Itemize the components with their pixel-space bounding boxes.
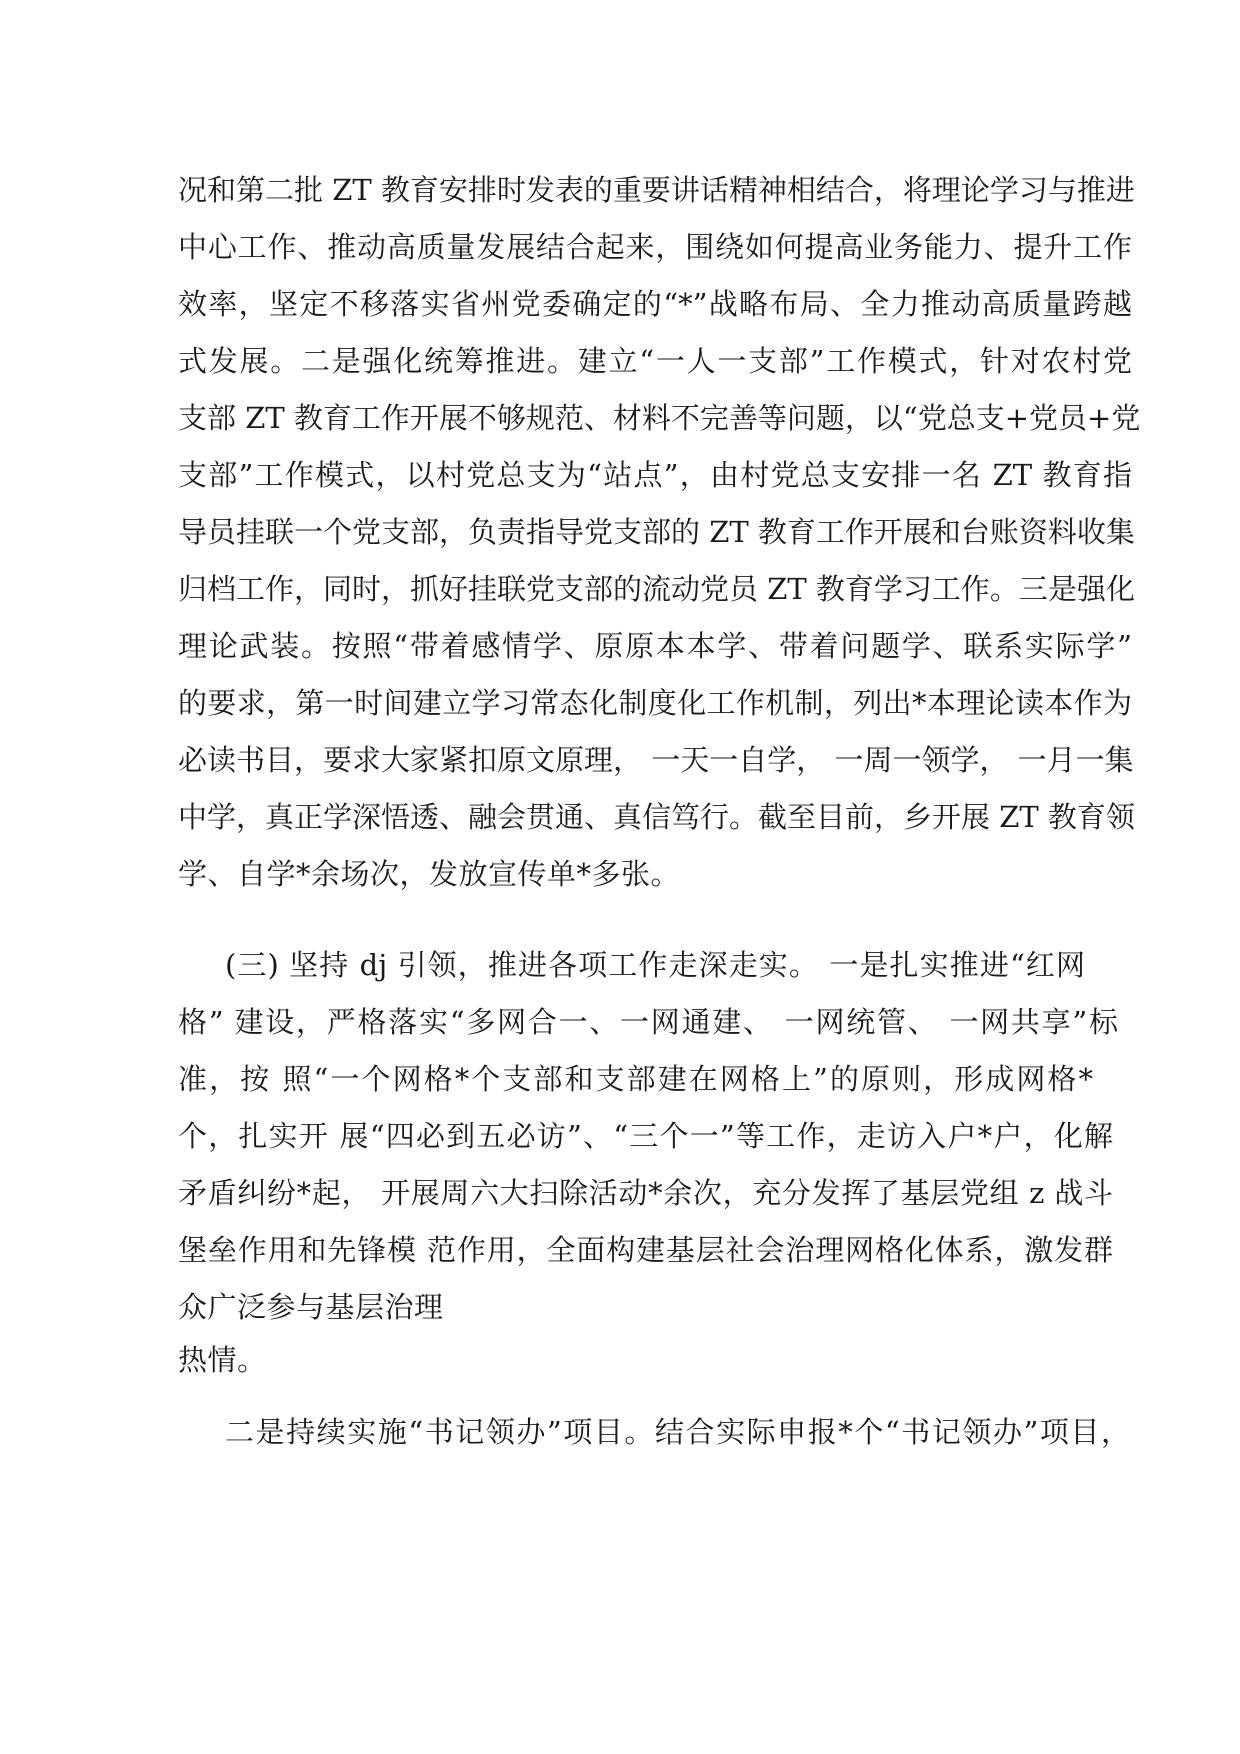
text-line-9: 理论武装。按照“带着感情学、原原本本学、带着问题学、联系实际学”	[178, 629, 1132, 663]
text-line-6: 支部”工作模式，以村党总支为“站点”，由村党总支安排一名 ZT 教育指	[178, 458, 1132, 492]
text-line-12: 中学，真正学深悟透、融会贯通、真信笃行。截至目前，乡开展 ZT 教育领	[178, 800, 1135, 834]
text-line-5: 支部 ZT 教育工作开展不够规范、材料不完善等问题，以“党总支+党员+党	[178, 401, 1141, 435]
text-line-20: 众广泛参与基层治理	[178, 1290, 444, 1324]
text-line-17: 个，扎实开 展“四必到五必访”、“三个一”等工作，走访入户*户，化解	[178, 1119, 1113, 1153]
text-line-19: 堡垒作用和先锋模 范作用，全面构建基层社会治理网格化体系，激发群	[178, 1233, 1113, 1267]
text-line-4: 式发展。二是强化统筹推进。建立“一人一支部”工作模式，针对农村党	[178, 344, 1132, 378]
text-line-16: 准，按 照“一个网格*个支部和支部建在网格上”的原则，形成网格*	[178, 1062, 1093, 1096]
text-line-22: 二是持续实施“书记领办”项目。结合实际申报*个“书记领办”项目，	[225, 1415, 1130, 1449]
section-heading-line: (三) 坚持 dj 引领，推进各项工作走深走实。 一是扎实推进“红网	[225, 948, 1085, 982]
text-line-3: 效率，坚定不移落实省州党委确定的“*”战略布局、全力推动高质量跨越	[178, 287, 1132, 321]
text-line-11: 必读书目，要求大家紧扣原文原理， 一天一自学， 一周一领学， 一月一集	[178, 743, 1134, 777]
text-line-8: 归档工作，同时，抓好挂联党支部的流动党员 ZT 教育学习工作。三是强化	[178, 572, 1135, 606]
text-line-15: 格” 建设，严格落实“多网合一、一网通建、 一网统管、 一网共享”标	[178, 1005, 1118, 1039]
text-line-7: 导员挂联一个党支部，负责指导党支部的 ZT 教育工作开展和台账资料收集	[178, 515, 1135, 549]
text-line-10: 的要求，第一时间建立学习常态化制度化工作机制，列出*本理论读本作为	[178, 686, 1132, 720]
text-line-2: 中心工作、推动高质量发展结合起来，围绕如何提高业务能力、提升工作	[178, 230, 1132, 264]
text-line-21: 热情。	[178, 1343, 267, 1377]
text-line-1: 况和第二批 ZT 教育安排时发表的重要讲话精神相结合，将理论学习与推进	[178, 173, 1135, 207]
text-line-18: 矛盾纠纷*起， 开展周六大扫除活动*余次，充分发挥了基层党组 z 战斗	[178, 1176, 1113, 1210]
text-line-13: 学、自学*余场次，发放宣传单*多张。	[178, 857, 681, 891]
